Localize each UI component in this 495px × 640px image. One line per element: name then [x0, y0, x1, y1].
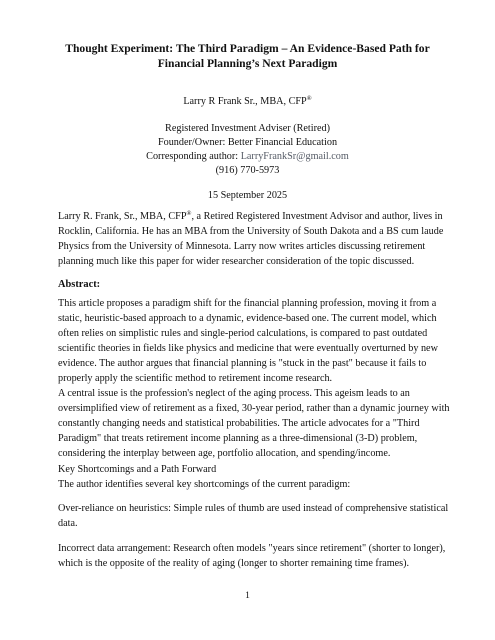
text-line: Over-reliance on heuristics: Simple rules of thumb are used instead of comprehensive statistical [58, 503, 449, 514]
bio-line: Rocklin, California. He has an MBA from the University of South Dakota and a BS cum laude [58, 225, 444, 237]
paper-title [40, 41, 455, 71]
author-name: Larry R Frank Sr., MBA, CFP [183, 96, 307, 107]
text-line: data. [58, 517, 78, 529]
abstract-paragraph [58, 297, 442, 386]
author-phone: (916) 770-5973 [215, 165, 280, 176]
bio-line: planning much like this paper for wider researcher consideration of the topic discussed. [58, 255, 415, 267]
section-intro-paragraph [58, 463, 442, 493]
affiliation-company: Founder/Owner: Better Financial Education [157, 137, 338, 148]
text-line: scientific theories in fields like physics and medicine that were eventually overturned by new [58, 342, 438, 354]
text-line: The author identifies several key shortcomings of the current paradigm: [58, 478, 351, 490]
abstract-heading: Abstract: [58, 279, 101, 290]
text-line: Paradigm" that treats retirement income planning as a three-dimensional (3-D) problem, [58, 432, 418, 444]
bio-line: Physics from the University of Minnesota. Larry now writes articles discussing retirement [58, 240, 426, 252]
text-line: This article proposes a paradigm shift for the financial planning profession, moving it from a [58, 298, 437, 309]
text-line: A central issue is the profession's neglect of the aging process. This ageism leads to an [58, 388, 410, 399]
text-line: properly apply the scientific method to retirement income research. [58, 372, 333, 384]
text-line: considering the interplay between age, portfolio allocation, and spending/income. [58, 447, 391, 459]
abstract-paragraph [58, 387, 450, 462]
author-email: LarryFrankSr@gmail.com [240, 151, 349, 162]
text-line: evidence. The author argues that financial planning is "stuck in the past" because it fails to [58, 357, 427, 369]
bio-text: , a Retired Registered Investment Advisor and author, lives in [191, 211, 443, 222]
registered-mark: ® [306, 95, 312, 102]
shortcoming-paragraph [58, 542, 446, 572]
publication-date: 15 September 2025 [207, 190, 288, 201]
bio-name: Larry R. Frank, Sr., MBA, CFP [58, 211, 187, 222]
text-line: static, heuristic-based approach to a dynamic, evidence-based one. The current model, which [58, 312, 437, 324]
corresponding-author-line [40, 150, 455, 163]
registered-mark: ® [186, 210, 192, 217]
title-line: Thought Experiment: The Third Paradigm – An Evidence-Based Path for [65, 42, 430, 55]
affiliation-title: Registered Investment Adviser (Retired) [165, 123, 330, 134]
shortcoming-paragraph [58, 502, 449, 532]
section-subheading: Key Shortcomings and a Path Forward [58, 464, 217, 475]
author-bio [58, 210, 442, 270]
bio-line [58, 210, 442, 225]
text-line: Incorrect data arrangement: Research often models "years since retirement" (shorter to longer), [58, 543, 446, 554]
text-line: oversimplified view of retirement as a fixed, 30-year period, rather than a dynamic journey with [58, 402, 450, 414]
title-line: Financial Planning’s Next Paradigm [157, 57, 338, 70]
text-line: often relies on simplistic rules and single-period calculations, is compared to past outdated [58, 327, 428, 339]
text-line: constantly changing needs and statistical probabilities. The article advocates for a "Third [58, 417, 420, 429]
page-number: 1 [245, 591, 250, 601]
author-line [40, 95, 455, 108]
corresponding-label: Corresponding author: [146, 151, 241, 162]
text-line: which is the opposite of the reality of aging (longer to shorter remaining time frames). [58, 557, 410, 569]
